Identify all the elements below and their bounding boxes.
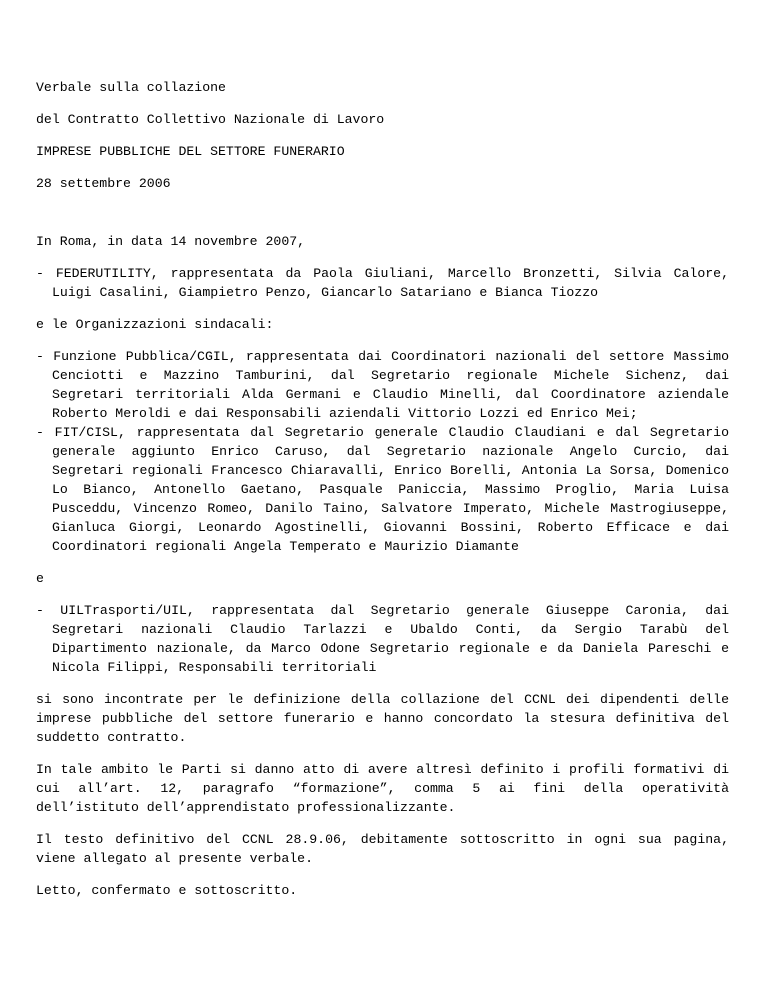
union-item-cgil: - Funzione Pubblica/CGIL, rappresentata dai Coordinatori nazionali del settore Massimo Cenciotti e Mazzino Tamburini, dal Segretario regionale Michele Sichenz, dai Segretari territoriali Alda Germani e Claudio Minelli, dal Coordinatore aziendale Roberto Meroldi e dai Responsabili aziendali Vittorio Lozzi ed Enrico Mei; [36,349,729,421]
closing-line: Letto, confermato e sottoscritto. [36,883,298,898]
paragraph-agreement: si sono incontrate per le definizione della collazione del CCNL dei dipendenti delle imprese pubbliche del settore funerario e hanno concordato la stesura definitiva del suddetto contratto. [36,692,737,745]
union-uil [36,601,729,677]
unions-list [36,347,729,556]
spacer [36,206,729,232]
employer-party-item: - FEDERUTILITY, rappresentata da Paola Giuliani, Marcello Bronzetti, Silvia Calore, Luigi Casalini, Giampietro Penzo, Giancarlo Satariano e Bianca Tiozzo [36,266,729,300]
document-title-line-1: Verbale sulla collazione [36,80,226,95]
union-item-uil: - UILTrasporti/UIL, rappresentata dal Segretario generale Giuseppe Caronia, dai Segretari nazionali Claudio Tarlazzi e Ubaldo Conti, da Sergio Tarabù del Dipartimento nazionale, da Marco Odone Segretario regionale e da Daniela Pareschi e Nicola Filippi, Responsabili territoriali [36,603,729,675]
intro-line: In Roma, in data 14 novembre 2007, [36,234,306,249]
document-title-line-3: IMPRESE PUBBLICHE DEL SETTORE FUNERARIO [36,144,345,159]
conjunction-line: e [36,571,44,586]
document-title-line-2: del Contratto Collettivo Nazionale di Lavoro [36,112,385,127]
paragraph-attachment: Il testo definitivo del CCNL 28.9.06, debitamente sottoscritto in ogni sua pagina, viene allegato al presente verbale. [36,832,737,866]
unions-intro: e le Organizzazioni sindacali: [36,317,274,332]
document-page [36,78,737,913]
paragraph-training-profiles: In tale ambito le Parti si danno atto di avere altresì definito i profili formativi di cui all’art. 12, paragrafo “formazione”, comma 5 ai fini della operatività dell’istituto dell’apprendistato professionalizzante. [36,762,737,815]
document-date: 28 settembre 2006 [36,176,171,191]
employer-party [36,264,729,302]
union-item-cisl: - FIT/CISL, rappresentata dal Segretario generale Claudio Claudiani e dal Segretario generale aggiunto Enrico Caruso, dal Segretario nazionale Angelo Curcio, dai Segretari regionali Francesco Chiaravalli, Enrico Borelli, Antonia La Sorsa, Domenico Lo Bianco, Antonello Gaetano, Pasquale Paniccia, Massimo Proglio, Maria Luisa Pusceddu, Vincenzo Romeo, Danilo Taino, Salvatore Imperato, Michele Mastrogiuseppe, Gianluca Giorgi, Leonardo Agostinelli, Giovanni Bossini, Roberto Efficace e dai Coordinatori regionali Angela Temperato e Maurizio Diamante [36,425,729,554]
